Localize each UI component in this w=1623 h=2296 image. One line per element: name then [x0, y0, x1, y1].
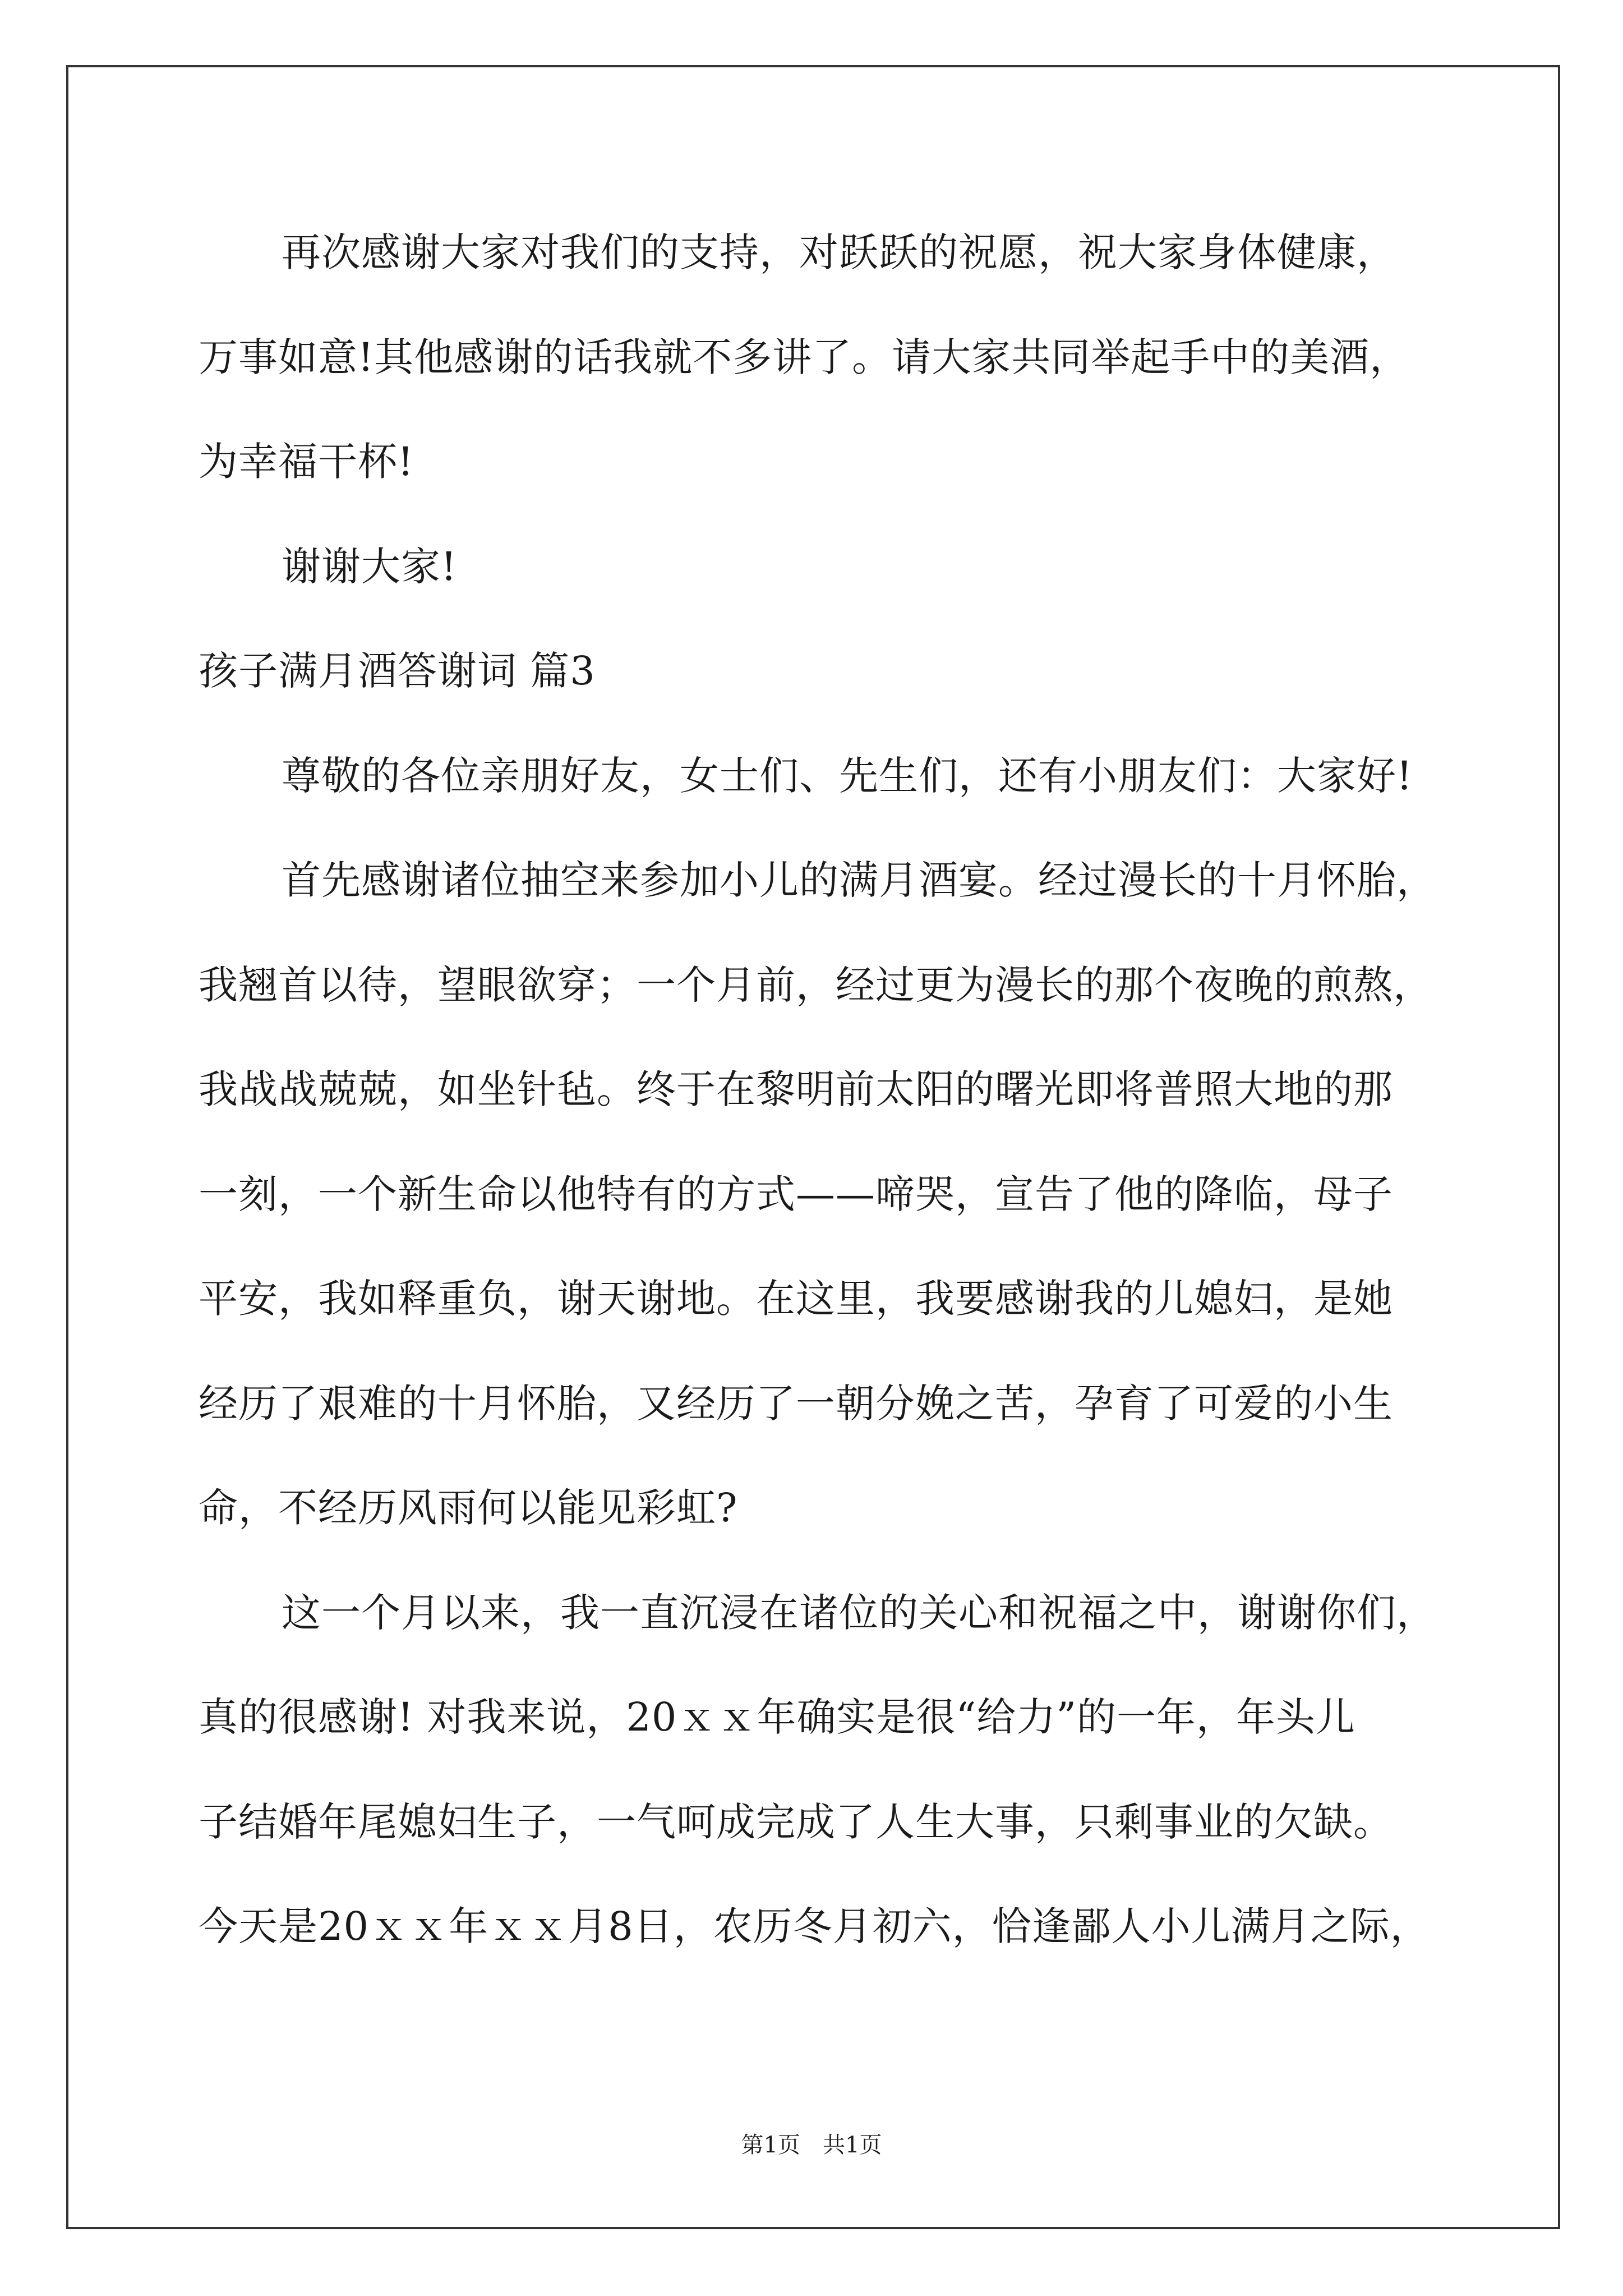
paragraph-birth-line-1: 首先感谢诸位抽空来参加小儿的满月酒宴。经过漫长的十月怀胎，: [282, 857, 1436, 903]
paragraph-birth-line-2: 我翘首以待，望眼欲穿；一个月前，经过更为漫长的那个夜晚的煎熬，: [199, 961, 1433, 1008]
paragraph-birth-line-6: 经历了艰难的十月怀胎，又经历了一朝分娩之苦，孕育了可爱的小生: [199, 1380, 1393, 1427]
paragraph-birth-line-5: 平安，我如释重负，谢天谢地。在这里，我要感谢我的儿媳妇，是她: [199, 1276, 1393, 1322]
paragraph-birth-line-4: 一刻，一个新生命以他特有的方式——啼哭，宣告了他的降临，母子: [199, 1171, 1393, 1217]
paragraph-thanks-line-3: 为幸福干杯!: [199, 439, 414, 485]
paragraph-greeting: 尊敬的各位亲朋好友，女士们、先生们，还有小朋友们：大家好!: [282, 752, 1413, 799]
paragraph-month-line-2: 真的很感谢! 对我来说，20ｘｘ年确实是很“给力”的一年，年头儿: [199, 1694, 1356, 1740]
page-footer: 第1页 共1页: [741, 2132, 882, 2158]
document-body: [199, 215, 1464, 1994]
paragraph-month-line-4: 今天是20ｘｘ年ｘｘ月8日，农历冬月初六，恰逢鄙人小儿满月之际，: [199, 1903, 1430, 1949]
paragraph-birth-line-3: 我战战兢兢，如坐针毡。终于在黎明前太阳的曙光即将普照大地的那: [199, 1066, 1393, 1112]
paragraph-month-line-1: 这一个月以来，我一直沉浸在诸位的关心和祝福之中，谢谢你们，: [282, 1589, 1436, 1636]
paragraph-thanks-line-2: 万事如意!其他感谢的话我就不多讲了。请大家共同举起手中的美酒，: [199, 334, 1410, 380]
paragraph-thanks-line-1: 再次感谢大家对我们的支持，对跃跃的祝愿，祝大家身体健康，: [282, 229, 1396, 275]
section-heading: 孩子满月酒答谢词 篇3: [199, 648, 596, 694]
paragraph-month-line-3: 子结婚年尾媳妇生子，一气呵成完成了人生大事，只剩事业的欠缺。: [199, 1798, 1393, 1845]
paragraph-closing: 谢谢大家!: [282, 543, 458, 590]
paragraph-birth-line-7: 命，不经历风雨何以能见彩虹?: [199, 1485, 738, 1531]
